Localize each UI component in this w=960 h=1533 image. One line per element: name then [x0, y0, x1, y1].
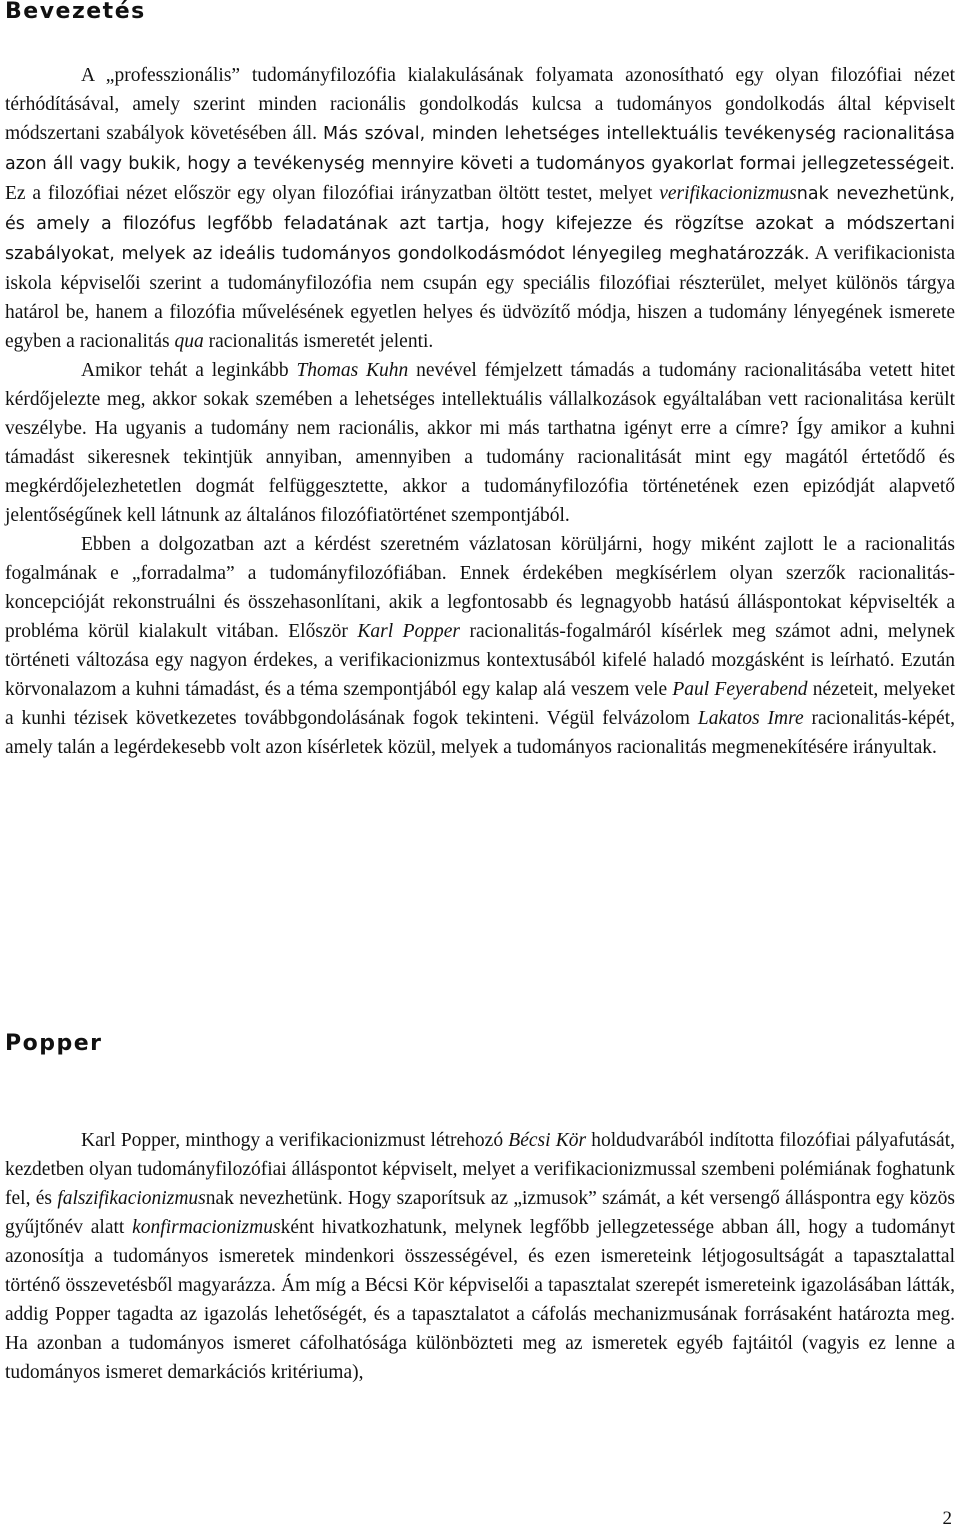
text-run: nak nevezhetünk. Hogy szaporítsuk az „izmusok” számát, a két versengő álláspontra egy közös gyűjtőnév alatt — [5, 1188, 955, 1238]
italic-term: qua — [174, 331, 204, 352]
italic-term: Bécsi Kör — [508, 1130, 587, 1151]
italic-term: Paul Feyerabend — [672, 679, 808, 700]
italic-term: verifikacionizmus — [659, 183, 797, 204]
text-run: Más szóval, minden lehetséges intellektuális tevékenység racionalitása azon áll vagy bukik, hogy a tevékenység mennyire követi a tudományos gyakorlat formai jellegzetességeit. — [5, 124, 956, 174]
text-run: A verifikacionista iskola képviselői szerint a tudományfilozófia nem csupán egy speciális filozófiai részterület, melyet különös tárgya határol be, hanem a filozófia művelésének egyetlen helyes és üdvözítő módja, hiszen a tudomány lényegének ismerete egyben a racionalitás — [5, 243, 955, 352]
text-run: ként hivatkozhatunk, melynek legfőbb jellegzetessége abban áll, hogy a tudományt azonosítja a tudományos ismeretek mindenkori összességével, és ezen ismereteink létjogosultságát a tapasztalattal történő összevetésből magyarázza. Ám míg a Bécsi Kör képviselői a tapasztalat szerepét ismereteink igazolásában látták, addig Popper tagadta az igazolás lehetőségét, és a tapasztalatot a cáfolás mechanizmusának forrásaként határozta meg. Ha azonban a tudományos ismeret cáfolhatósága különbözteti meg az ismeretek egyéb fajtáitól (vagyis ez lenne a tudományos ismeret demarkációs kritériuma), — [5, 1217, 955, 1383]
popper-section-body — [5, 1126, 955, 1387]
text-run: A „professzionális” tudományfilozófia kialakulásának folyamata azonosítható egy olyan filozófiai nézet térhódításával, amely szerint minden racionális gondolkodás kulcsa a tudományos gondolkodás által képviselt módszertani szabályok követésében áll. — [5, 65, 955, 144]
intro-paragraph-3 — [5, 530, 955, 762]
text-run: Ebben a dolgozatban azt a kérdést szeretném vázlatosan körüljárni, hogy miként zajlott le a racionalitás fogalmának e „forradalma” a tudományfilozófiában. Ennek érdekében megkísérlem olyan szerzők racionalitás-koncepcióját rekonstruálni és összehasonlítani, akik a legfontosabb és legnagyobb hatású álláspontokat képviselték a probléma körül kialakult vitában. Először — [5, 534, 955, 642]
intro-paragraph-2 — [5, 356, 955, 530]
text-run: racionalitás-képét, amely talán a legérdekesebb volt azon kísérletek közül, melyek a tudományos racionalitás megmenekítésére irányultak. — [5, 708, 955, 758]
heading-popper: Popper — [5, 1031, 103, 1056]
heading-bevezetes: Bevezetés — [5, 0, 146, 24]
text-run: racionalitás-fogalmáról kísérlek meg számot adni, melynek történeti változása egy nagyon érdekes, a verifikacionizmus kontextusából kifelé haladó mozgásként is leírható. Ezután körvonalazom a kuhni támadást, és a téma szempontjából egy kalap alá veszem vele — [5, 621, 956, 700]
text-run: Ez a filozófiai nézet először egy olyan filozófiai irányzatban öltött testet, melyet — [5, 183, 660, 204]
intro-section-body — [5, 61, 955, 762]
text-run: nak nevezhetünk, és amely a filozófus legfőbb feladatának azt tartja, hogy kifejezze és rögzítse azokat a módszertani szabályokat, melyek az ideális tudományos gondolkodásmódot lényegileg meghatározzák. — [5, 184, 955, 264]
text-run: nevével fémjelzett támadás a tudomány racionalitásába vetett hitet kérdőjelezte meg, akkor sokak szemében a lehetséges intellektuális vállalkozások egyáltalában vett racionalitása került veszélybe. Ha ugyanis a tudomány nem racionális, akkor mi más tarthatna igényt erre a címre? Így amikor a kuhni támadást sikeresnek tekintjük annyiban, amennyiben a tudomány racionalitását mint egy magától értetődő és megkérdőjelezhetetlen dogmát felfüggesztette, akkor a tudományfilozófia történetének ezen epizódját alapvető jelentőségűnek kell látnunk az általános filozófiatörténet szempontjából. — [5, 360, 956, 526]
italic-term: falszifikacionizmus — [57, 1188, 206, 1209]
italic-term: konfirmacionizmus — [132, 1217, 281, 1238]
italic-term: Karl Popper — [357, 621, 461, 642]
text-run: Karl Popper, minthogy a verifikacionizmust létrehozó — [81, 1130, 509, 1151]
text-run: Amikor tehát a leginkább — [81, 360, 297, 381]
intro-paragraph-1 — [5, 61, 955, 356]
popper-paragraph-1 — [5, 1126, 955, 1387]
text-run: racionalitás ismeretét jelenti. — [203, 331, 434, 352]
page-number: 2 — [942, 1508, 952, 1529]
italic-term: Lakatos Imre — [697, 708, 804, 729]
text-run: nézeteit, melyeket a kunhi tézisek következetes továbbgondolásának fogok tekinteni. Végül felvázolom — [5, 679, 955, 729]
text-run: holdudvarából indította filozófiai pályafutását, kezdetben olyan tudományfilozófiai álláspontot képviselt, melyet a verifikacionizmussal szembeni polémiának foghatunk fel, és — [5, 1130, 955, 1209]
italic-term: Thomas Kuhn — [296, 360, 409, 381]
